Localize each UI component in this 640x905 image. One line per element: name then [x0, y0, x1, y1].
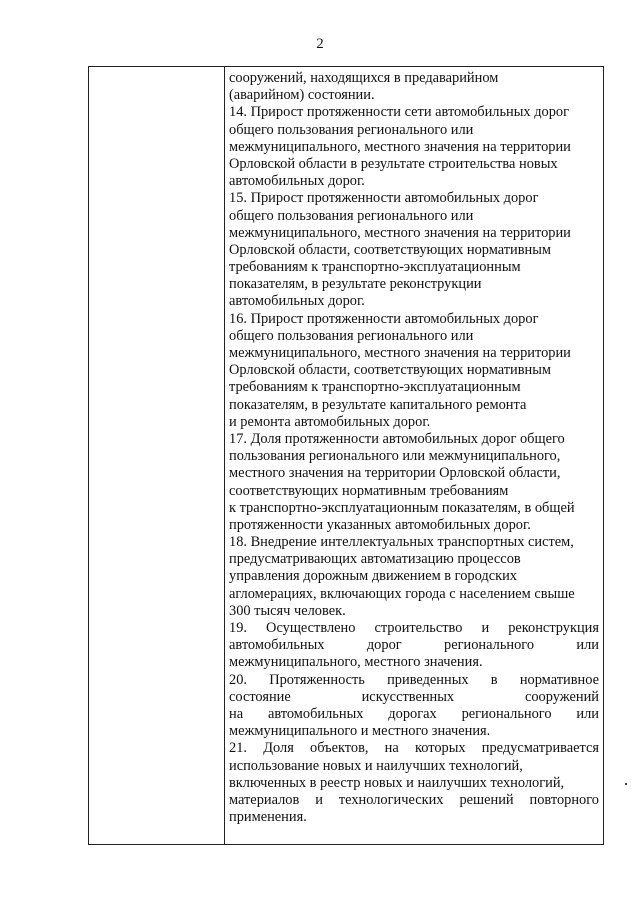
text-line — [229, 672, 599, 689]
word: решений — [459, 791, 514, 808]
word: 21. — [229, 740, 247, 757]
text-line: (аварийном) состоянии. — [229, 87, 375, 104]
word: реконструкция — [508, 620, 599, 636]
text-line: Орловской области в результате строительства новых — [229, 155, 558, 172]
paragraph — [229, 431, 599, 534]
word: на — [384, 740, 399, 757]
paragraph — [229, 740, 599, 826]
text-line: использование новых и наилучших технологий, — [229, 757, 523, 774]
paragraph — [229, 104, 599, 190]
page-number: 2 — [316, 36, 324, 52]
text-line: управления дорожным движением в городских — [229, 568, 517, 585]
text-line: показателям, в результате капитального ремонта — [229, 396, 527, 413]
word: автомобильных — [229, 637, 325, 654]
word: состояние — [229, 688, 291, 705]
word: 20. — [229, 671, 247, 688]
paragraph — [229, 311, 599, 431]
word: регионального — [461, 705, 552, 722]
word: нормативное — [519, 671, 599, 688]
word: технологических — [338, 791, 444, 808]
word: 19. — [229, 620, 247, 636]
text-line: 18. Внедрение интеллектуальных транспортных систем, — [229, 534, 574, 551]
word: регионального — [444, 637, 535, 654]
text-line: включенных в реестр новых и наилучших технологий, — [229, 774, 565, 791]
text-line: межмуниципального, местного значения на территории — [229, 138, 571, 155]
text-line — [229, 689, 599, 706]
text-line: общего пользования регионального или — [229, 121, 474, 138]
word: Осуществлено — [266, 620, 356, 636]
text-line — [229, 740, 599, 757]
text-line: показателям, в результате реконструкции — [229, 276, 482, 293]
text-line: 15. Прирост протяженности автомобильных дорог — [229, 190, 539, 207]
word: сооружений — [524, 688, 599, 705]
word: предусматривается — [481, 740, 599, 757]
text-line — [229, 620, 599, 637]
indicator-cell — [229, 70, 599, 826]
word: или — [576, 705, 599, 722]
word: которых — [414, 740, 466, 757]
word: в — [490, 671, 498, 688]
word: объектов, — [310, 740, 369, 757]
text-line: соответствующих нормативным требованиям — [229, 482, 509, 499]
paragraph — [229, 70, 599, 104]
text-line: автомобильных дорог. — [229, 173, 365, 190]
word: строительство — [374, 620, 463, 636]
text-line: Орловской области, соответствующих нормативным — [229, 241, 552, 258]
text-line: Орловской области, соответствующих нормативным — [229, 362, 552, 379]
word: дорог — [366, 637, 402, 654]
text-line: и ремонта автомобильных дорог. — [229, 413, 431, 430]
text-line: местного значения на территории Орловской области, — [229, 465, 561, 482]
text-line: общего пользования регионального или — [229, 207, 474, 224]
text-line: 17. Доля протяженности автомобильных дорог общего — [229, 430, 565, 447]
text-line — [229, 792, 599, 809]
text-line: протяженности указанных автомобильных дорог. — [229, 516, 531, 533]
text-line: 300 тысяч человек. — [229, 602, 346, 619]
paragraph — [229, 190, 599, 310]
word: дорогах — [388, 705, 437, 722]
text-line: 14. Прирост протяженности сети автомобильных дорог — [229, 104, 570, 121]
word: на — [229, 705, 244, 722]
word: материалов — [229, 791, 300, 808]
text-line: 16. Прирост протяженности автомобильных дорог — [229, 310, 539, 327]
paragraph — [229, 620, 599, 672]
word: и — [315, 791, 323, 808]
text-line: межмуниципального, местного значения на территории — [229, 345, 571, 361]
paragraph — [229, 534, 599, 620]
text-line: межмуниципального, местного значения. — [229, 654, 483, 671]
word: Протяженность — [269, 671, 365, 688]
scan-speck — [625, 783, 627, 785]
text-line: применения. — [229, 809, 307, 826]
text-line — [229, 706, 599, 723]
word: искусственных — [361, 688, 455, 705]
text-line: требованиям к транспортно-эксплуатационным — [229, 259, 521, 276]
text-line: требованиям к транспортно-эксплуатационным — [229, 379, 521, 396]
paragraph — [229, 672, 599, 741]
text-line: агломерациях, включающих города с населением свыше — [229, 585, 575, 602]
text-line — [229, 637, 599, 654]
word: приведенных — [387, 671, 469, 688]
text-line: общего пользования регионального или — [229, 327, 474, 344]
text-line: межмуниципального, местного значения на территории — [229, 224, 571, 241]
column-divider — [224, 67, 225, 844]
word: Доля — [263, 740, 294, 757]
word: или — [576, 637, 599, 654]
text-line: автомобильных дорог. — [229, 293, 365, 310]
word: и — [481, 620, 490, 636]
text-line: пользования регионального или межмуниципального, — [229, 448, 561, 465]
text-line: сооружений, находящихся в предаварийном — [229, 70, 499, 86]
word: повторного — [529, 791, 599, 808]
text-line: к транспортно-эксплуатационным показателям, в общей — [229, 499, 575, 516]
word: автомобильных — [267, 705, 364, 722]
text-line: предусматривающих автоматизацию процессов — [229, 551, 521, 568]
indicator-table — [88, 66, 604, 845]
text-line: межмуниципального и местного значения. — [229, 723, 491, 740]
